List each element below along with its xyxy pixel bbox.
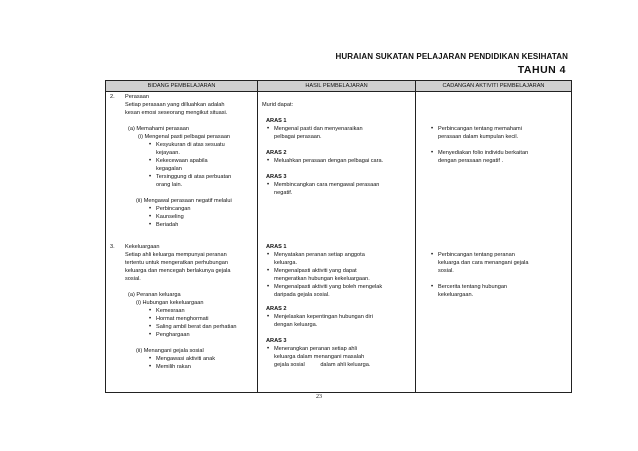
- topic-description: keluarga dan mencegah berlakunya gejala: [125, 268, 231, 274]
- column-header-aktiviti: CADANGAN AKTIVITI PEMBELAJARAN: [416, 81, 572, 92]
- topic-description: Setiap ahli keluarga mempunyai peranan: [125, 252, 227, 258]
- activity-item: perasaan dalam kumpulan kecil.: [438, 134, 519, 140]
- topic-description: kesan emosi seseorang mengikut situasi.: [125, 110, 228, 116]
- list-item: • Hormat menghormati: [156, 316, 209, 324]
- subtopic-heading: (a) Peranan keluarga: [128, 292, 181, 298]
- subtopic-item: (ii) Mengawal perasaan negatif melalui: [136, 198, 232, 204]
- outcome-item: • Mengenalpasti aktiviti yang dapat: [274, 268, 357, 276]
- subtopic-item: (ii) Menangani gejala sosial: [136, 348, 204, 354]
- topic-description: tertentu untuk mengeratkan perhubungan: [125, 260, 228, 266]
- aras-label: ARAS 1: [266, 244, 287, 250]
- subtopic-item: (i) Mengenal pasti pelbagai perasaan: [138, 134, 231, 140]
- outcome-item: mengeratkan hubungan kekeluargaan.: [274, 276, 370, 282]
- list-item: • Perbincangan: [156, 206, 191, 214]
- list-item: • Tersinggung di atas perbuatan: [156, 174, 231, 182]
- outcome-item: • Meluahkan perasaan dengan pelbagai cara.: [274, 158, 383, 166]
- outcome-item: • Mengenalpasti aktiviti yang boleh mengelak: [274, 284, 382, 292]
- outcome-item: keluarga.: [274, 260, 298, 266]
- topic-title: Kekeluargaan: [125, 244, 160, 250]
- aras-label: ARAS 2: [266, 150, 287, 156]
- outcome-item: keluarga dalam menangani masalah: [274, 354, 365, 360]
- hasil-cell: [258, 92, 416, 245]
- list-item: • Mengawasi aktiviti anak: [156, 356, 215, 364]
- column-header-hasil: HASIL PEMBELAJARAN: [258, 81, 416, 92]
- outcome-item: dengan keluarga.: [274, 322, 318, 328]
- outcome-item: gejala sosial dalam ahli keluarga.: [274, 362, 371, 368]
- list-item: • Kaunseling: [156, 214, 184, 222]
- outcome-item: negatif.: [274, 190, 293, 196]
- table-row: [106, 244, 572, 393]
- syllabus-table: [105, 80, 572, 393]
- outcome-item: • Menyatakan peranan setiap anggota: [274, 252, 365, 260]
- activity-item: • Menyediakan folio individu berkaitan: [438, 150, 528, 158]
- hasil-cell: [258, 244, 416, 393]
- list-item: • Kesyukuran di atas sesuatu: [156, 142, 225, 150]
- aras-label: ARAS 3: [266, 174, 287, 180]
- activity-item: dengan perasaan negatif .: [438, 158, 504, 164]
- bidang-cell: [106, 92, 258, 245]
- row-number: 3.: [110, 244, 115, 250]
- subtopic-heading: (a) Memahami perasaan: [128, 126, 189, 132]
- aras-label: ARAS 2: [266, 306, 287, 312]
- subtopic-item: (i) Hubungan kekeluargaan: [136, 300, 204, 306]
- activity-item: keluarga dan cara menangani gejala: [438, 260, 529, 266]
- list-item: kegagalan: [156, 166, 182, 172]
- list-item: • Memilih rakan: [156, 364, 191, 372]
- outcome-item: pelbagai perasaan.: [274, 134, 322, 140]
- aktiviti-cell: [416, 244, 572, 393]
- document-title: HURAIAN SUKATAN PELAJARAN PENDIDIKAN KESIHATAN: [335, 52, 568, 61]
- topic-description: Setiap perasaan yang dilluahkan adalah: [125, 102, 225, 108]
- activity-item: sosial.: [438, 268, 454, 274]
- bidang-cell: [106, 244, 258, 393]
- activity-item: • Bercerita tentang hubungan: [438, 284, 507, 292]
- list-item: • Saling ambil berat dan perhatian: [156, 324, 237, 332]
- list-item: orang lain.: [156, 182, 183, 188]
- row-number: 2.: [110, 94, 115, 100]
- outcome-item: • Menjelaskan kepentingan hubungan diri: [274, 314, 373, 322]
- murid-label: Murid dapat:: [262, 102, 294, 108]
- topic-description: sosial.: [125, 276, 141, 282]
- column-header-bidang: BIDANG PEMBELAJARAN: [106, 81, 258, 92]
- list-item: kejayaan.: [156, 150, 180, 156]
- aras-label: ARAS 3: [266, 338, 287, 344]
- topic-title: Perasaan: [125, 94, 149, 100]
- year-label: TAHUN 4: [517, 64, 566, 76]
- list-item: • Kekecewaan apabila: [156, 158, 208, 166]
- table-row: [106, 92, 572, 245]
- activity-item: • Perbincangan tentang memahami: [438, 126, 522, 134]
- outcome-item: • Mengenal pasti dan menyenaraikan: [274, 126, 363, 134]
- activity-item: kekeluargaan.: [438, 292, 474, 298]
- outcome-item: daripada gejala sosial.: [274, 292, 330, 298]
- outcome-item: • Menerangkan peranan setiap ahli: [274, 346, 357, 354]
- list-item: • Penghargaan: [156, 332, 190, 340]
- list-item: • Beriadah: [156, 222, 178, 230]
- activity-item: • Perbincangan tentang peranan: [438, 252, 515, 260]
- outcome-item: • Membincangkan cara mengawal perasaan: [274, 182, 379, 190]
- aktiviti-cell: [416, 92, 572, 245]
- list-item: • Kemesraan: [156, 308, 185, 316]
- page-number: 23: [316, 394, 322, 400]
- aras-label: ARAS 1: [266, 118, 287, 124]
